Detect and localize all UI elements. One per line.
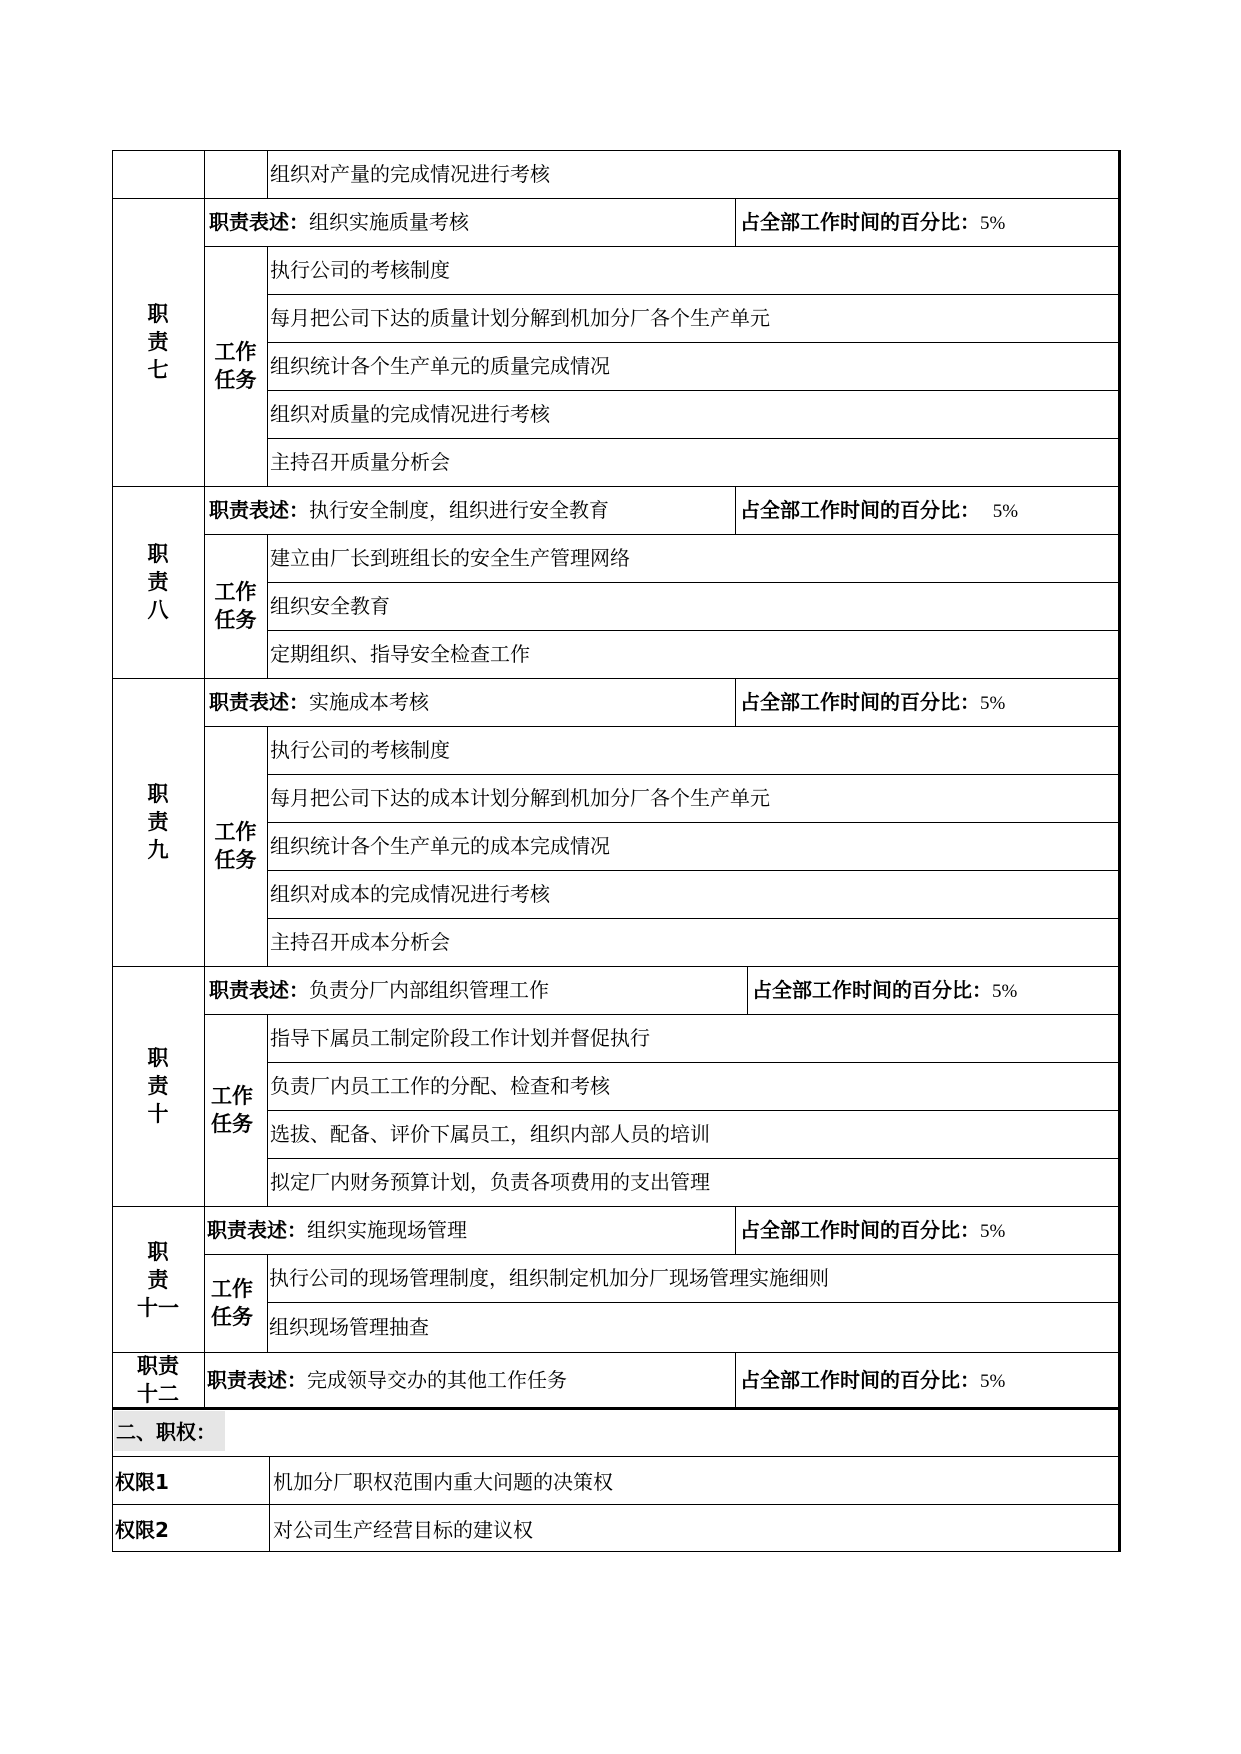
task-text: 组织安全教育 [270,594,390,618]
grid-line [112,1206,1120,1207]
time-percentage: 占全部工作时间的百分比： 5% [740,498,1019,522]
time-percentage: 占全部工作时间的百分比：5% [740,1218,1006,1242]
duty-label: 职 责 十一 [137,1240,179,1320]
grid-line [267,582,1120,583]
task-text: 执行公司的现场管理制度，组织制定机加分厂现场管理实施细则 [269,1266,829,1290]
task-text: 执行公司的考核制度 [270,258,450,282]
duty-label: 职 责 九 [147,782,169,862]
task-label: 工作 任务 [214,580,257,632]
grid-line [204,246,1120,247]
task-text: 每月把公司下达的质量计划分解到机加分厂各个生产单元 [270,306,770,330]
grid-line [267,1254,268,1352]
duty-description: 职责表述：负责分厂内部组织管理工作 [209,978,549,1002]
grid-line [735,1352,736,1408]
duty-label: 职 责 八 [147,542,169,622]
section-divider [112,1407,1120,1410]
duty-label: 职 责 十 [147,1046,169,1126]
section-title: 二、职权： [116,1420,216,1444]
duty-description: 职责表述：组织实施现场管理 [207,1218,467,1242]
authority-label: 权限2 [115,1518,169,1542]
task-text: 组织统计各个生产单元的质量完成情况 [270,354,610,378]
task-text: 组织对质量的完成情况进行考核 [270,402,550,426]
grid-line [735,486,736,534]
grid-line [204,726,1120,727]
task-text: 选拔、配备、评价下属员工，组织内部人员的培训 [270,1122,710,1146]
duty-description: 职责表述：实施成本考核 [209,690,429,714]
grid-line [267,870,1120,871]
grid-line [112,486,1120,487]
grid-line [735,1206,736,1254]
grid-line [267,822,1120,823]
grid-line [267,1110,1120,1111]
grid-line [735,198,736,246]
task-label: 工作 任务 [211,1277,253,1329]
grid-line [735,678,736,726]
grid-line [112,1456,1120,1457]
table-top-border [112,150,1120,151]
grid-line [112,966,1120,967]
grid-line [267,390,1120,391]
authority-text: 机加分厂职权范围内重大问题的决策权 [273,1470,613,1494]
grid-line [267,534,268,678]
grid-line [267,630,1120,631]
task-text: 主持召开成本分析会 [270,930,450,954]
time-percentage: 占全部工作时间的百分比：5% [740,690,1006,714]
task-text: 指导下属员工制定阶段工作计划并督促执行 [270,1026,650,1050]
task-text: 负责厂内员工工作的分配、检查和考核 [270,1074,610,1098]
time-percentage: 占全部工作时间的百分比：5% [740,210,1006,234]
task-text: 组织对产量的完成情况进行考核 [270,162,550,186]
task-text: 拟定厂内财务预算计划，负责各项费用的支出管理 [270,1170,710,1194]
duty-description: 职责表述：组织实施质量考核 [209,210,469,234]
grid-line [267,150,268,198]
grid-line [204,1014,1120,1015]
grid-line [112,198,1120,199]
grid-line [747,966,748,1014]
grid-line [204,534,1120,535]
grid-line [267,246,268,486]
task-text: 定期组织、指导安全检查工作 [270,642,530,666]
duty-label: 职 责 七 [147,302,169,382]
grid-line [112,1504,1120,1505]
grid-line [267,774,1120,775]
authority-text: 对公司生产经营目标的建议权 [273,1518,533,1542]
task-label: 工作 任务 [214,340,257,392]
grid-line [267,918,1120,919]
grid-line [267,294,1120,295]
task-text: 主持召开质量分析会 [270,450,450,474]
grid-line [267,342,1120,343]
task-text: 组织统计各个生产单元的成本完成情况 [270,834,610,858]
task-text: 每月把公司下达的成本计划分解到机加分厂各个生产单元 [270,786,770,810]
duty-description: 职责表述：执行安全制度，组织进行安全教育 [209,498,609,522]
time-percentage: 占全部工作时间的百分比：5% [752,978,1018,1002]
table-bottom-border [112,1551,1120,1552]
grid-line [112,678,1120,679]
duty-description: 职责表述：完成领导交办的其他工作任务 [207,1368,567,1392]
time-percentage: 占全部工作时间的百分比：5% [740,1368,1006,1392]
grid-line [267,1062,1120,1063]
grid-line [267,726,268,966]
grid-line [112,1352,1120,1353]
task-text: 组织对成本的完成情况进行考核 [270,882,550,906]
task-label: 工作 任务 [214,820,257,872]
task-label: 工作 任务 [211,1084,253,1136]
grid-line [204,1254,1120,1255]
table-right-border [1118,150,1121,1552]
duty-label: 职责 十二 [137,1354,179,1406]
grid-line [267,1302,1120,1303]
grid-line [267,1158,1120,1159]
task-text: 组织现场管理抽查 [269,1315,429,1339]
grid-line [267,438,1120,439]
task-text: 建立由厂长到班组长的安全生产管理网络 [270,546,630,570]
authority-label: 权限1 [115,1470,169,1494]
task-text: 执行公司的考核制度 [270,738,450,762]
